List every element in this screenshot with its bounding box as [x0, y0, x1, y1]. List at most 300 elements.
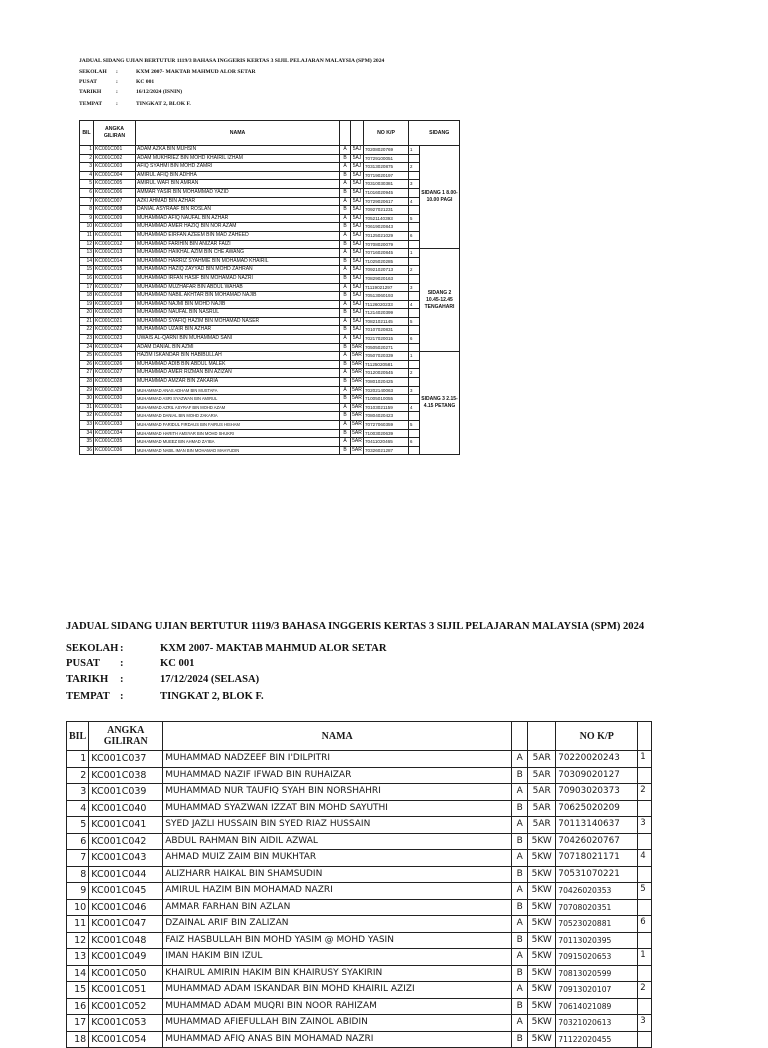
row-slot: 1 — [638, 751, 652, 768]
row-no-kp: 70708020079 — [364, 240, 409, 249]
col-slot — [409, 121, 420, 146]
row-class: 5AJ — [351, 326, 364, 335]
row-no-kp: 70804020423 — [364, 412, 409, 421]
table-row — [67, 916, 652, 933]
row-no-kp: 71125020581 — [364, 360, 409, 369]
row-class: 5AJ — [351, 197, 364, 206]
meta-value: KXM 2007- MAKTAB MAHMUD ALOR SETAR — [136, 69, 256, 75]
row-bil: 16 — [67, 998, 89, 1015]
row-angka-giliran: KC001C047 — [89, 916, 163, 933]
row-nama: MUHAMMAD IRFAN HASIF BIN MOHAMAD NAZRI — [136, 274, 340, 283]
row-nama: MUHAMMAD ASRI SYAZWAN BIN AMIRUL — [136, 395, 340, 404]
row-slot: 5 — [409, 421, 420, 430]
col-class — [351, 121, 364, 146]
row-bil: 14 — [67, 965, 89, 982]
row-bil: 22 — [80, 326, 94, 335]
row-class: 5AR — [351, 421, 364, 430]
col-bil: BIL — [67, 722, 89, 751]
row-no-kp: 70821021145 — [364, 317, 409, 326]
row-bil: 7 — [67, 850, 89, 867]
row-no-kp: 70921020713 — [364, 266, 409, 275]
row-nama: MUHAMMAD DANIAL BIN MOHD ZAKARIA — [136, 412, 340, 421]
row-slot: 2 — [638, 784, 652, 801]
row-group: B — [512, 998, 528, 1015]
row-no-kp: 70521140393 — [364, 214, 409, 223]
row-no-kp: 71122020455 — [556, 1031, 638, 1048]
row-angka-giliran: KC001C024 — [94, 343, 136, 352]
row-no-kp: 71025020285 — [364, 257, 409, 266]
table-row — [67, 751, 652, 768]
table-row — [80, 403, 460, 412]
row-no-kp: 70614021089 — [556, 998, 638, 1015]
row-angka-giliran: KC001C050 — [89, 965, 163, 982]
row-angka-giliran: KC001C009 — [94, 214, 136, 223]
row-angka-giliran: KC001C006 — [94, 188, 136, 197]
row-group: A — [340, 386, 351, 395]
row-slot: 1 — [409, 352, 420, 361]
row-group: A — [512, 850, 528, 867]
row-class: 5KW — [528, 916, 556, 933]
row-class: 5AJ — [351, 223, 364, 232]
table-row — [80, 326, 460, 335]
row-no-kp: 70309020127 — [556, 767, 638, 784]
row-class: 5AR — [351, 378, 364, 387]
row-no-kp: 70729100051 — [364, 154, 409, 163]
row-class: 5KW — [528, 883, 556, 900]
row-group: A — [340, 421, 351, 430]
row-slot: 2 — [638, 982, 652, 999]
row-nama: AMMAR FARHAN BIN AZLAN — [163, 899, 512, 916]
row-group: A — [340, 231, 351, 240]
row-group: B — [340, 360, 351, 369]
row-bil: 17 — [67, 1015, 89, 1032]
row-group: B — [340, 188, 351, 197]
row-nama: AMIRUL HAZIM BIN MOHAMAD NAZRI — [163, 883, 512, 900]
row-slot — [409, 274, 420, 283]
table-row — [67, 982, 652, 999]
sidang-label: SIDANG 1 8.00-10.00 PAGI — [420, 146, 460, 249]
row-group: A — [340, 163, 351, 172]
row-group: A — [512, 883, 528, 900]
row-no-kp: 71003020639 — [364, 429, 409, 438]
row-class: 5AJ — [351, 300, 364, 309]
row-slot — [638, 998, 652, 1015]
table-row — [80, 352, 460, 361]
row-nama: MUHAMMAD ADAM ISKANDAR BIN MOHD KHAIRIL AZIZI — [163, 982, 512, 999]
row-angka-giliran: KC001C017 — [94, 283, 136, 292]
table-row — [80, 171, 460, 180]
table-row — [80, 197, 460, 206]
row-angka-giliran: KC001C025 — [94, 352, 136, 361]
row-class: 5AJ — [351, 188, 364, 197]
table-row — [80, 378, 460, 387]
row-no-kp: 70719020197 — [364, 171, 409, 180]
row-no-kp: 70220020243 — [556, 751, 638, 768]
row-group: B — [340, 257, 351, 266]
row-class: 5KW — [528, 932, 556, 949]
meta-tarikh-day2 — [66, 674, 466, 690]
row-group: B — [340, 154, 351, 163]
meta-colon: : — [116, 69, 118, 75]
row-bil: 5 — [67, 817, 89, 834]
row-no-kp: 70727060359 — [364, 421, 409, 430]
row-angka-giliran: KC001C040 — [89, 800, 163, 817]
row-nama: UWAIS AL-QARNI BIN MUHAMMAD SANI — [136, 335, 340, 344]
table-header-row — [67, 722, 652, 751]
row-angka-giliran: KC001C014 — [94, 257, 136, 266]
row-class: 5AR — [351, 352, 364, 361]
row-group: B — [340, 171, 351, 180]
row-angka-giliran: KC001C032 — [94, 412, 136, 421]
row-bil: 1 — [67, 751, 89, 768]
row-no-kp: 70125021029 — [364, 231, 409, 240]
table-row — [80, 146, 460, 155]
row-slot — [409, 412, 420, 421]
row-slot: 1 — [638, 949, 652, 966]
row-class: 5AR — [351, 438, 364, 447]
col-class — [528, 722, 556, 751]
col-no-kp: NO K/P — [556, 722, 638, 751]
row-group: B — [512, 932, 528, 949]
table-row — [80, 395, 460, 404]
meta-value: TINGKAT 2, BLOK F. — [136, 101, 191, 107]
meta-label: TEMPAT — [79, 101, 103, 107]
row-group: B — [512, 767, 528, 784]
row-nama: AFIQ SYAHMI BIN MOHD ZAMRI — [136, 163, 340, 172]
table-row — [80, 386, 460, 395]
row-slot: 1 — [409, 146, 420, 155]
row-slot — [638, 1031, 652, 1048]
row-group: A — [340, 369, 351, 378]
meta-colon: : — [120, 691, 124, 702]
row-group: B — [512, 965, 528, 982]
row-angka-giliran: KC001C039 — [89, 784, 163, 801]
row-slot: 6 — [409, 231, 420, 240]
row-bil: 14 — [80, 257, 94, 266]
row-nama: MUHAMMAD MUZHAFAR BIN ABDUL WAHAB — [136, 283, 340, 292]
row-class: 5AJ — [351, 180, 364, 189]
row-no-kp: 70625020209 — [556, 800, 638, 817]
meta-label: PUSAT — [79, 79, 97, 85]
row-nama: ADAM DANIAL BIN AZMI — [136, 343, 340, 352]
row-group: A — [340, 146, 351, 155]
row-slot — [638, 833, 652, 850]
row-angka-giliran: KC001C020 — [94, 309, 136, 318]
row-angka-giliran: KC001C001 — [94, 146, 136, 155]
row-nama: MUHAMMAD NUR TAUFIQ SYAH BIN NORSHAHRI — [163, 784, 512, 801]
row-group: B — [512, 866, 528, 883]
row-no-kp: 70729020617 — [364, 197, 409, 206]
row-bil: 36 — [80, 446, 94, 455]
row-angka-giliran: KC001C051 — [89, 982, 163, 999]
row-nama: ADAM MUKHRIEZ BIN MOHD KHAIRIL IZHAM — [136, 154, 340, 163]
row-group: B — [340, 240, 351, 249]
row-nama: MUHAMMAD AZRIL ASYRAF BIN MOHD AZAM — [136, 403, 340, 412]
row-bil: 6 — [67, 833, 89, 850]
row-group: B — [512, 800, 528, 817]
row-group: B — [512, 1031, 528, 1048]
row-bil: 29 — [80, 386, 94, 395]
row-angka-giliran: KC001C022 — [94, 326, 136, 335]
row-nama: MUHAMMAD HARRIZ SYAHMIE BIN MOHAMAD KHAIRIL — [136, 257, 340, 266]
row-class: 5KW — [528, 899, 556, 916]
row-slot — [409, 360, 420, 369]
row-class: 5AJ — [351, 283, 364, 292]
row-class: 5KW — [528, 833, 556, 850]
row-nama: AMMAR YASIR BIN MOHAMMAD YAZID — [136, 188, 340, 197]
row-class: 5AJ — [351, 335, 364, 344]
meta-label: TARIKH — [79, 89, 102, 95]
row-no-kp: 70426020767 — [556, 833, 638, 850]
row-group: A — [512, 784, 528, 801]
col-nama: NAMA — [163, 722, 512, 751]
row-group: B — [340, 343, 351, 352]
row-nama: IMAN HAKIM BIN IZUL — [163, 949, 512, 966]
row-no-kp: 70120020545 — [364, 369, 409, 378]
row-class: 5AR — [351, 429, 364, 438]
row-nama: MUHAMMAD NADZEEF BIN I'DILPITRI — [163, 751, 512, 768]
row-slot — [409, 206, 420, 215]
table-row — [67, 1015, 652, 1032]
row-nama: MUHAMMAD ADIB BIN ABDUL MALEK — [136, 360, 340, 369]
row-nama: MUHAMMAD AFIQ NAUFAL BIN AZHAR — [136, 214, 340, 223]
row-slot — [638, 965, 652, 982]
col-nama: NAMA — [136, 121, 340, 146]
row-group: B — [340, 378, 351, 387]
row-angka-giliran: KC001C035 — [94, 438, 136, 447]
row-nama: ABDUL RAHMAN BIN AIDIL AZWAL — [163, 833, 512, 850]
row-no-kp: 70531070221 — [556, 866, 638, 883]
row-angka-giliran: KC001C016 — [94, 274, 136, 283]
meta-value: KXM 2007- MAKTAB MAHMUD ALOR SETAR — [160, 643, 387, 654]
row-group: A — [340, 352, 351, 361]
row-slot — [409, 171, 420, 180]
row-class: 5AR — [351, 446, 364, 455]
row-slot: 3 — [638, 1015, 652, 1032]
row-angka-giliran: KC001C003 — [94, 163, 136, 172]
meta-colon: : — [120, 643, 124, 654]
candidate-table-day2 — [66, 721, 652, 1048]
row-angka-giliran: KC001C018 — [94, 292, 136, 301]
row-no-kp: 70321020613 — [556, 1015, 638, 1032]
row-no-kp: 70813020599 — [556, 965, 638, 982]
table-row — [67, 817, 652, 834]
row-slot: 4 — [409, 197, 420, 206]
col-sidang: SIDANG — [420, 121, 460, 146]
row-slot — [409, 223, 420, 232]
row-group: A — [512, 916, 528, 933]
row-angka-giliran: KC001C004 — [94, 171, 136, 180]
row-class: 5AR — [351, 369, 364, 378]
table-row — [67, 850, 652, 867]
row-class: 5AR — [528, 800, 556, 817]
row-nama: MUHAMMAD EIRFAN AZEEM BIN MAD ZAHEED — [136, 231, 340, 240]
row-angka-giliran: KC001C008 — [94, 206, 136, 215]
row-bil: 1 — [80, 146, 94, 155]
row-no-kp: 70523020881 — [556, 916, 638, 933]
row-group: B — [340, 274, 351, 283]
row-no-kp: 70113140637 — [556, 817, 638, 834]
sidang-label: SIDANG 2 10.45-12.45 TENGAHARI — [420, 249, 460, 352]
row-no-kp: 71005010055 — [364, 395, 409, 404]
row-nama: MUHAMMAD AMZAR BIN ZAKARIA — [136, 378, 340, 387]
table-row — [67, 965, 652, 982]
row-bil: 25 — [80, 352, 94, 361]
row-group: B — [340, 326, 351, 335]
row-class: 5AJ — [351, 240, 364, 249]
row-bil: 9 — [67, 883, 89, 900]
row-class: 5AR — [351, 403, 364, 412]
row-class: 5AR — [351, 360, 364, 369]
row-nama: AHMAD MUIZ ZAIM BIN MUKHTAR — [163, 850, 512, 867]
row-class: 5AJ — [351, 257, 364, 266]
row-nama: ADAM AZKA BIN MUHSIN — [136, 146, 340, 155]
row-angka-giliran: KC001C010 — [94, 223, 136, 232]
row-no-kp: 70829020163 — [364, 274, 409, 283]
col-slot — [638, 722, 652, 751]
row-bil: 13 — [80, 249, 94, 258]
row-class: 5AR — [528, 767, 556, 784]
row-angka-giliran: KC001C036 — [94, 446, 136, 455]
row-slot — [409, 188, 420, 197]
col-group — [512, 722, 528, 751]
meta-colon: : — [120, 674, 124, 685]
table-row — [67, 784, 652, 801]
row-nama: MUHAMMAD UZAIR BIN AZHAR — [136, 326, 340, 335]
row-nama: MUHAMMAD MUEEZ BIN AHMAD ZA'IBA — [136, 438, 340, 447]
row-bil: 15 — [67, 982, 89, 999]
row-bil: 13 — [67, 949, 89, 966]
row-angka-giliran: KC001C013 — [94, 249, 136, 258]
row-nama: MUHAMMAD NAUFAL BIN NASRUL — [136, 309, 340, 318]
row-bil: 11 — [67, 916, 89, 933]
row-slot: 1 — [409, 249, 420, 258]
row-nama: MUHAMMAD NABIL AKHTAR BIN MOHAMAD NAJIB — [136, 292, 340, 301]
row-class: 5KW — [528, 965, 556, 982]
row-no-kp: 71214020399 — [364, 309, 409, 318]
row-group: A — [340, 197, 351, 206]
row-slot — [409, 446, 420, 455]
meta-colon: : — [116, 89, 118, 95]
row-bil: 19 — [80, 300, 94, 309]
table-row — [80, 154, 460, 163]
table-row — [80, 163, 460, 172]
row-class: 5KW — [528, 998, 556, 1015]
row-angka-giliran: KC001C028 — [94, 378, 136, 387]
row-bil: 15 — [80, 266, 94, 275]
row-class: 5KW — [528, 1031, 556, 1048]
row-bil: 5 — [80, 180, 94, 189]
row-nama: AMIRUL AFIQ BIN ADHHA — [136, 171, 340, 180]
doc-title-day1: JADUAL SIDANG UJIAN BERTUTUR 1119/3 BAHASA INGGERIS KERTAS 3 SIJIL PELAJARAN MALAYSIA (SPM) 2024 — [79, 58, 385, 64]
table-row — [67, 833, 652, 850]
table-row — [80, 206, 460, 215]
row-slot — [409, 292, 420, 301]
row-angka-giliran: KC001C034 — [94, 429, 136, 438]
meta-label: TEMPAT — [66, 691, 110, 702]
row-class: 5AJ — [351, 266, 364, 275]
row-bil: 18 — [80, 292, 94, 301]
row-angka-giliran: KC001C015 — [94, 266, 136, 275]
table-row — [80, 231, 460, 240]
row-no-kp: 70801020425 — [364, 378, 409, 387]
row-bil: 12 — [80, 240, 94, 249]
row-bil: 2 — [67, 767, 89, 784]
row-no-kp: 70716020845 — [364, 249, 409, 258]
row-no-kp: 71126020233 — [364, 300, 409, 309]
row-angka-giliran: KC001C033 — [94, 421, 136, 430]
row-no-kp: 70426020353 — [556, 883, 638, 900]
meta-colon: : — [116, 79, 118, 85]
row-no-kp: 70915020653 — [556, 949, 638, 966]
row-slot — [409, 343, 420, 352]
row-no-kp: 70326021287 — [364, 446, 409, 455]
row-slot: 6 — [409, 438, 420, 447]
row-bil: 17 — [80, 283, 94, 292]
row-class: 5AR — [351, 412, 364, 421]
row-angka-giliran: KC001C027 — [94, 369, 136, 378]
row-slot: 3 — [409, 386, 420, 395]
row-group: B — [340, 395, 351, 404]
row-class: 5AR — [528, 817, 556, 834]
row-class: 5KW — [528, 850, 556, 867]
table-row — [80, 292, 460, 301]
row-no-kp: 71119021297 — [364, 283, 409, 292]
meta-value: KC 001 — [160, 658, 195, 669]
row-group: A — [340, 249, 351, 258]
table-row — [80, 438, 460, 447]
row-group: B — [340, 429, 351, 438]
row-class: 5AR — [528, 751, 556, 768]
table-row — [80, 274, 460, 283]
table-row — [80, 180, 460, 189]
row-angka-giliran: KC001C021 — [94, 317, 136, 326]
row-bil: 26 — [80, 360, 94, 369]
row-bil: 4 — [67, 800, 89, 817]
row-bil: 4 — [80, 171, 94, 180]
row-no-kp: 70619020843 — [364, 223, 409, 232]
row-bil: 30 — [80, 395, 94, 404]
row-bil: 32 — [80, 412, 94, 421]
row-group: A — [340, 317, 351, 326]
row-no-kp: 70208020769 — [364, 146, 409, 155]
row-group: A — [512, 817, 528, 834]
row-group: A — [340, 300, 351, 309]
row-nama: MUHAMMAD HARITH AMSYAR BIN MOHD SHUKRI — [136, 429, 340, 438]
row-bil: 24 — [80, 343, 94, 352]
row-bil: 9 — [80, 214, 94, 223]
row-no-kp: 70718021171 — [556, 850, 638, 867]
row-angka-giliran: KC001C037 — [89, 751, 163, 768]
row-angka-giliran: KC001C045 — [89, 883, 163, 900]
row-slot — [638, 899, 652, 916]
row-nama: MUHAMMAD FARIHIN BIN ANIZAR FAIZI — [136, 240, 340, 249]
table-row — [80, 240, 460, 249]
row-group: B — [340, 206, 351, 215]
row-class: 5AJ — [351, 214, 364, 223]
row-nama: ALIZHARR HAIKAL BIN SHAMSUDIN — [163, 866, 512, 883]
row-slot: 3 — [409, 180, 420, 189]
row-slot: 2 — [409, 369, 420, 378]
row-slot: 6 — [638, 916, 652, 933]
row-class: 5AJ — [351, 154, 364, 163]
table-row — [80, 249, 460, 258]
row-nama: MUHAMMAD SYAZWAN IZZAT BIN MOHD SAYUTHI — [163, 800, 512, 817]
row-class: 5AJ — [351, 317, 364, 326]
row-bil: 27 — [80, 369, 94, 378]
row-angka-giliran: KC001C026 — [94, 360, 136, 369]
row-nama: MUHAMMAD FARIDUL FIRDAUS BIN FAIRUS HISHAM — [136, 421, 340, 430]
